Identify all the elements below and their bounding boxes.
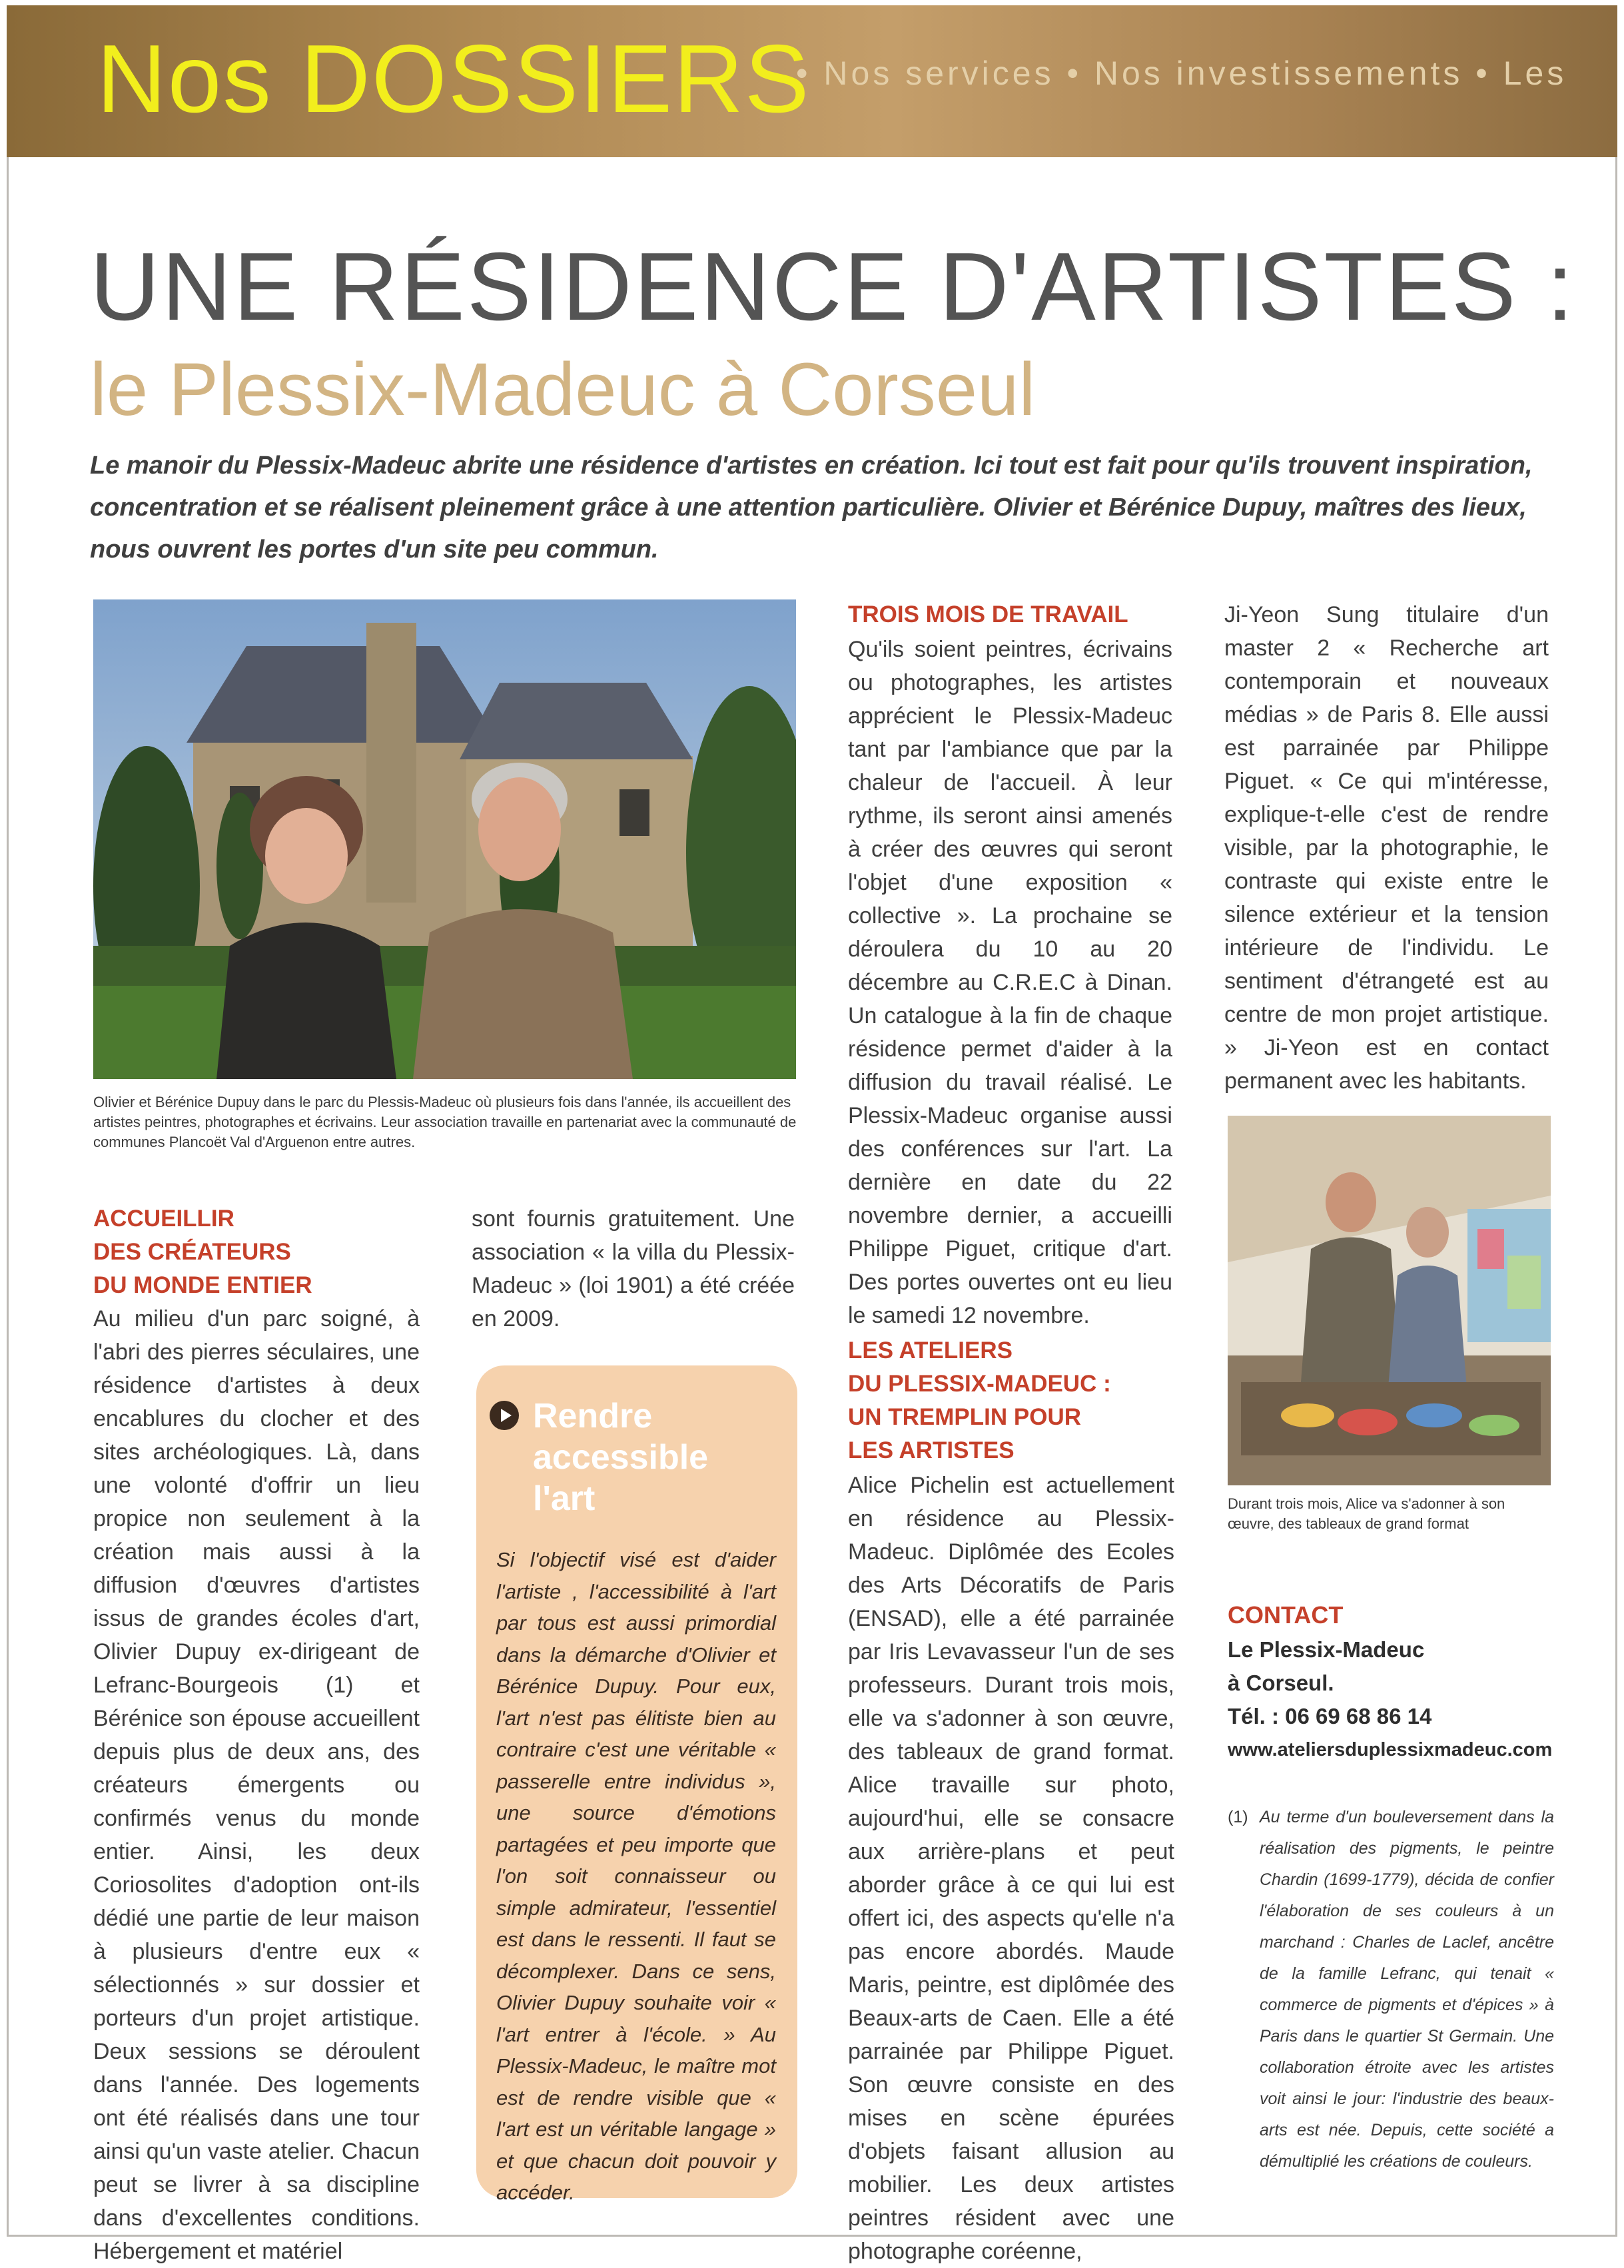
column-1-text: Au milieu d'un parc soigné, à l'abri des pierres séculaires, une résidence d'artistes à deux encablures du clocher et des sites archéologiques. Là, dans une volonté d'offrir un lieu propice non seulement à la création mais aussi à la diffusion d'œuvres d'artistes issus de grandes écoles d'art, Olivier Dupuy ex-dirigeant de Lefranc-Bourgeois (1) et Bérénice son épouse accueillent depuis plus de deux ans, des créateurs émergents ou confirmés venus du monde entier. Ainsi, les deux Coriosolites d'adoption ont-ils dédié une partie de leur maison à plusieurs d'entre eux « sélectionnés » sur dossier et porteurs d'un projet artistique. Deux sessions se déroulent dans l'année. Des logements ont été réalisés dans une tour ainsi qu'un vaste atelier. Chacun peut se livrer à sa discipline dans d'excellentes conditions. Hébergement et matériel <box>93 1306 420 2264</box>
heading-line: DU PLESSIX-MADEUC : <box>848 1371 1111 1397</box>
main-photo-caption: Olivier et Bérénice Dupuy dans le parc du Plessis-Madeuc où plusieurs fois dans l'année, ils accueillent des artistes peintres, photographes et écrivains. Leur association travaille en partenariat avec la communauté de communes Plancoët Val d'Arguenon entre autres. <box>93 1094 797 1150</box>
manor-couple-photo <box>93 599 796 1079</box>
footnote <box>1228 1802 1554 2177</box>
sidebar-title-line: l'art <box>533 1479 596 1518</box>
heading-ateliers <box>848 1334 1111 1467</box>
contact-block <box>1228 1633 1552 1766</box>
heading-trois-mois: TROIS MOIS DE TRAVAIL <box>848 601 1128 627</box>
heading-line: LES ATELIERS <box>848 1337 1013 1363</box>
column-3-text-2: Alice Pichelin est actuellement en résidence au Plessix-Madeuc. Diplômée des Ecoles des Arts Décoratifs de Paris (ENSAD), elle a été parrainée par Iris Levavasseur l'un de ses professeurs. Durant trois mois, elle va s'adonner à son œuvre, des tableaux de grand format. Alice travaille sur photo, aujourd'hui, elle se consacre aux arrière-plans et peut aborder grâce à ce qui lui est offert ici, des aspects qu'elle n'a pas encore abordés. Maude Maris, peintre, est diplômée des Beaux-arts de Caen. Elle a été parrainée par Philippe Piguet. Son œuvre consiste en des mises en scène épurées d'objets faisant allusion au mobilier. Les deux artistes peintres résident avec une photographe coréenne, <box>848 1473 1174 2264</box>
footnote-number: (1) <box>1228 1808 1248 1826</box>
section-title <box>97 25 811 132</box>
contact-name-line-1: Le Plessix-Madeuc <box>1228 1637 1425 1662</box>
heading-line: UN TREMPLIN POUR <box>848 1404 1081 1430</box>
heading-line: DES CRÉATEURS <box>93 1239 291 1265</box>
sidebar-title-line: accessible <box>533 1438 709 1477</box>
heading-line: LES ARTISTES <box>848 1437 1015 1463</box>
atelier-photo <box>1228 1116 1551 1485</box>
article-subtitle: le Plessix-Madeuc à Corseul <box>90 348 1036 431</box>
heading-line: ACCUEILLIR <box>93 1206 234 1232</box>
sidebar-title <box>533 1395 708 1519</box>
column-4-text: Ji-Yeon Sung titulaire d'un master 2 « Recherche art contemporain et nouveaux médias » de Paris 8. Elle aussi est parrainée par Philippe Piguet. « Ce qui m'intéresse, explique-t-elle c'est de rendre visible, par la photographie, le contraste qui existe entre le silence extérieur et la tension intérieure de l'individu. Le sentiment d'étrangeté est au centre de mon projet artistique. » Ji-Yeon est en contact permanent avec les habitants. <box>1224 602 1549 1094</box>
atelier-photo-caption: Durant trois mois, Alice va s'adonner à son œuvre, des tableaux de grand format <box>1228 1495 1505 1532</box>
sidebar-title-line: Rendre <box>533 1397 653 1435</box>
article-title: UNE RÉSIDENCE D'ARTISTES : <box>90 232 1576 340</box>
sidebar-text: Si l'objectif visé est d'aider l'artiste , l'accessibilité à l'art par tous est aussi primordial dans la démarche d'Olivier et Bérénice Dupuy. Pour eux, l'art n'est pas élitiste bien au contraire c'est une véritable « passerelle entre individus », une source d'émotions partagées et peu importe que l'on soit connaisseur ou simple admirateur, l'essentiel est dans le ressenti. Il faut se décomplexer. Dans ce sens, Olivier Dupuy souhaite voir « l'art entrer à l'école. » Au Plessix-Madeuc, le maître mot est de rendre visible que « l'art est un véritable langage » et que chacun doit pouvoir y accéder. <box>496 1548 776 2204</box>
footnote-text: Au terme d'un bouleversement dans la réalisation des pigments, le peintre Chardin (1699-1779), décida de confier l'élaboration de ses couleurs à un marchand : Charles de Laclef, ancêtre de la famille Lefranc, qui tenait « commerce de pigments et d'épices » à Paris dans le quartier St Germain. Une collaboration étroite avec les artistes voit ainsi le jour: l'industrie des beaux-arts est née. Depuis, cette société a démultiplié les créations de couleurs. <box>1260 1808 1554 2171</box>
section-nav: • Nos services • Nos investissements • Les <box>796 55 1567 92</box>
section-header-band <box>7 5 1617 157</box>
column-3-text-1: Qu'ils soient peintres, écrivains ou photographes, les artistes apprécient le Plessix-Madeuc tant par l'ambiance que par la chaleur de l'accueil. À leur rythme, ils seront ainsi amenés à créer des œuvres qui seront l'objet d'une exposition « collective ». La prochaine se déroulera du 10 au 20 décembre au C.R.E.C à Dinan. Un catalogue à la fin de chaque résidence permet d'aider à la diffusion du travail réalisé. Le Plessix-Madeuc organise aussi des conférences sur l'art. La dernière en date du 22 novembre dernier, a accueilli Philippe Piguet, critique d'art. Des portes ouvertes ont eu lieu le samedi 12 novembre. <box>848 637 1172 1328</box>
play-circle-icon <box>490 1401 519 1430</box>
section-prefix: Nos <box>97 25 272 133</box>
contact-website-link[interactable]: www.ateliersduplessixmadeuc.com <box>1228 1739 1553 1760</box>
heading-accueillir <box>93 1202 312 1302</box>
contact-heading: CONTACT <box>1228 1601 1344 1629</box>
column-2-text: sont fournis gratuitement. Une association « la villa du Plessix-Madeuc » (loi 1901) a été créée en 2009. <box>472 1206 795 1331</box>
heading-line: DU MONDE ENTIER <box>93 1272 312 1298</box>
section-word: DOSSIERS <box>300 25 811 133</box>
atelier-photo-illustration <box>1228 1116 1551 1485</box>
manor-photo-illustration <box>93 599 796 1079</box>
contact-name-line-2: à Corseul. <box>1228 1671 1334 1695</box>
article-intro: Le manoir du Plessix-Madeuc abrite une résidence d'artistes en création. Ici tout est fait pour qu'ils trouvent inspiration, concentration et se réalisent pleinement grâce à une attention particulière. Olivier et Bérénice Dupuy, maîtres des lieux, nous ouvrent les portes d'un site peu commun. <box>90 452 1533 564</box>
contact-phone: Tél. : 06 69 68 86 14 <box>1228 1704 1432 1728</box>
